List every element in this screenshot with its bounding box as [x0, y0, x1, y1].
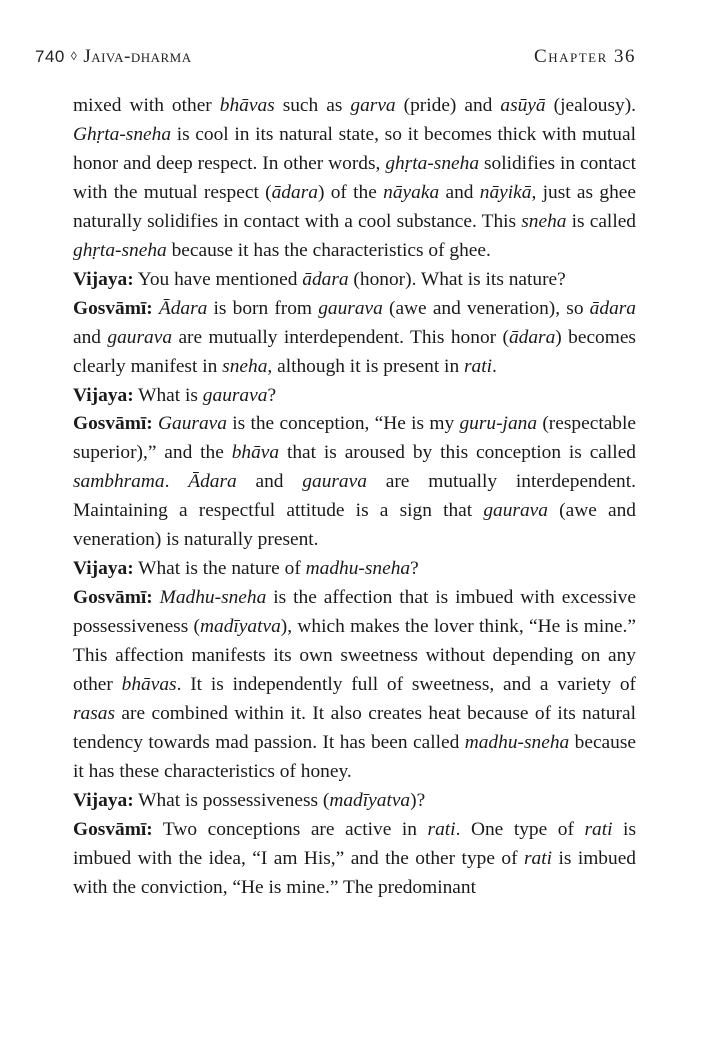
paragraph	[73, 816, 636, 903]
italic-term: gaurava	[202, 384, 268, 406]
italic-term: gaurava	[483, 500, 548, 522]
text-run: (honor). What is its nature?	[348, 268, 566, 290]
text-run: and	[439, 181, 480, 203]
text-run: are mutually interdependent. This honor (	[172, 326, 509, 348]
text-run: mixed with other	[73, 95, 220, 116]
text-run: ?	[267, 384, 277, 406]
italic-term: sneha	[222, 355, 268, 377]
text-run: You have mentioned	[133, 268, 303, 290]
text-run: .	[164, 471, 189, 493]
text-run: because it has these characteristics of honey.	[73, 731, 637, 782]
italic-term: rasas	[73, 703, 116, 725]
text-run: is the affection that is imbued with excessive possessiveness (	[73, 587, 636, 638]
book-title: Jaiva-dharma	[83, 46, 192, 67]
paragraph	[73, 92, 636, 266]
italic-term: ādara	[508, 326, 556, 348]
italic-term: gaurava	[107, 326, 173, 348]
text-run: is imbued with the idea, “I am His,” and the other type of	[73, 818, 636, 869]
page-number: 740	[35, 47, 65, 66]
italic-term: Ādara	[188, 471, 237, 493]
chapter-label: Chapter 36	[534, 46, 636, 67]
text-run: ?	[410, 558, 419, 580]
speaker-label: Gosvāmī:	[73, 818, 153, 840]
speaker-label: Vijaya:	[73, 789, 134, 811]
text-run: What is possessiveness (	[133, 789, 330, 811]
italic-term: madhu-sneha	[464, 731, 570, 753]
text-run: Two conceptions are active in	[152, 818, 428, 840]
speaker-label: Gosvāmī:	[73, 587, 153, 609]
text-run: is called	[566, 210, 637, 232]
speaker-label: Vijaya:	[73, 384, 134, 406]
text-run: , although it is present in	[267, 355, 464, 377]
italic-term: Gaurava	[158, 413, 227, 435]
italic-term: asūyā	[500, 95, 546, 116]
text-run: (pride) and	[395, 95, 501, 116]
italic-term: ghṛta-sneha	[73, 239, 167, 261]
italic-term: gaurava	[318, 297, 383, 319]
text-run: , just as ghee naturally solidifies in contact with a cool substance. This	[73, 181, 636, 232]
italic-term: Ādara	[158, 297, 208, 319]
text-run: . It is independently full of sweetness, and a variety of	[176, 674, 636, 696]
italic-term: guru-jana	[459, 413, 538, 435]
paragraph	[73, 410, 636, 555]
text-run: (jealousy).	[545, 95, 636, 116]
italic-term: madīyatva	[329, 789, 411, 811]
text-run: that is aroused by this conception is called	[279, 442, 636, 464]
text-run: is imbued with the conviction, “He is mine.” The predominant	[73, 847, 636, 898]
text-run: (awe and veneration), so	[382, 297, 590, 319]
italic-term: ādara	[302, 268, 349, 290]
italic-term: Madhu-sneha	[159, 587, 267, 609]
italic-term: rati	[584, 818, 613, 840]
italic-term: garva	[350, 95, 396, 116]
text-run: such as	[274, 95, 351, 116]
paragraph	[73, 555, 636, 584]
italic-term: rati	[523, 847, 553, 869]
italic-term: ghṛta-sneha	[385, 152, 480, 174]
paragraph	[73, 584, 636, 787]
text-run: (respectable superior),” and the	[73, 413, 636, 464]
text-run	[153, 587, 160, 608]
italic-term: bhāvas	[219, 95, 275, 116]
speaker-label: Gosvāmī:	[73, 297, 153, 319]
text-run: . One type of	[455, 818, 585, 840]
text-run: because it has the characteristics of ghee.	[166, 239, 491, 261]
text-run: solidifies in contact with the mutual respect (	[73, 152, 636, 203]
text-run: What is the nature of	[133, 558, 306, 580]
text-run: are mutually interdependent. Maintaining a respectful attitude is a sign that	[73, 471, 636, 522]
text-run: ), which makes the lover think, “He is mine.” This affection manifests its own sweetness without depending on any other	[73, 616, 636, 696]
text-run: .	[492, 355, 497, 377]
paragraph	[73, 382, 636, 411]
text-run: What is	[133, 384, 203, 406]
text-run: )?	[410, 789, 426, 811]
text-run: is cool in its natural state, so it becomes thick with mutual honor and deep respect. In other words,	[73, 123, 636, 174]
italic-term: Ghṛta-sneha	[73, 123, 172, 145]
italic-term: sneha	[521, 210, 567, 232]
italic-term: rati	[427, 818, 456, 840]
italic-term: ādara	[589, 297, 636, 319]
italic-term: bhāvas	[121, 674, 177, 696]
italic-term: madīyatva	[200, 616, 281, 638]
italic-term: madhu-sneha	[305, 558, 411, 580]
italic-term: rati	[463, 355, 493, 377]
text-run: ) of the	[317, 181, 384, 203]
paragraph	[73, 295, 636, 382]
italic-term: bhāva	[231, 442, 280, 464]
text-run: ) becomes clearly manifest in	[73, 326, 636, 377]
speaker-label: Vijaya:	[73, 558, 134, 580]
paragraph	[73, 266, 636, 295]
italic-term: nāyaka	[383, 181, 440, 203]
text-run: (awe and veneration) is naturally present.	[73, 500, 636, 551]
text-run: is born from	[207, 297, 319, 319]
italic-term: nāyikā	[479, 181, 532, 203]
body-text	[73, 92, 636, 903]
text-run: and	[73, 326, 108, 348]
text-run: and	[236, 471, 303, 493]
italic-term: ādara	[271, 181, 318, 203]
italic-term: sambhrama	[73, 471, 165, 493]
italic-term: gaurava	[302, 471, 367, 493]
text-run: are combined within it. It also creates heat because of its natural tendency towards mad passion. It has been called	[73, 703, 636, 753]
paragraph	[73, 787, 636, 816]
diamond-separator-icon: ◊	[70, 49, 78, 63]
running-header	[35, 46, 636, 72]
text-run: is the conception, “He is my	[226, 413, 460, 435]
header-left	[35, 46, 192, 68]
speaker-label: Vijaya:	[73, 268, 134, 290]
speaker-label: Gosvāmī:	[73, 413, 153, 435]
